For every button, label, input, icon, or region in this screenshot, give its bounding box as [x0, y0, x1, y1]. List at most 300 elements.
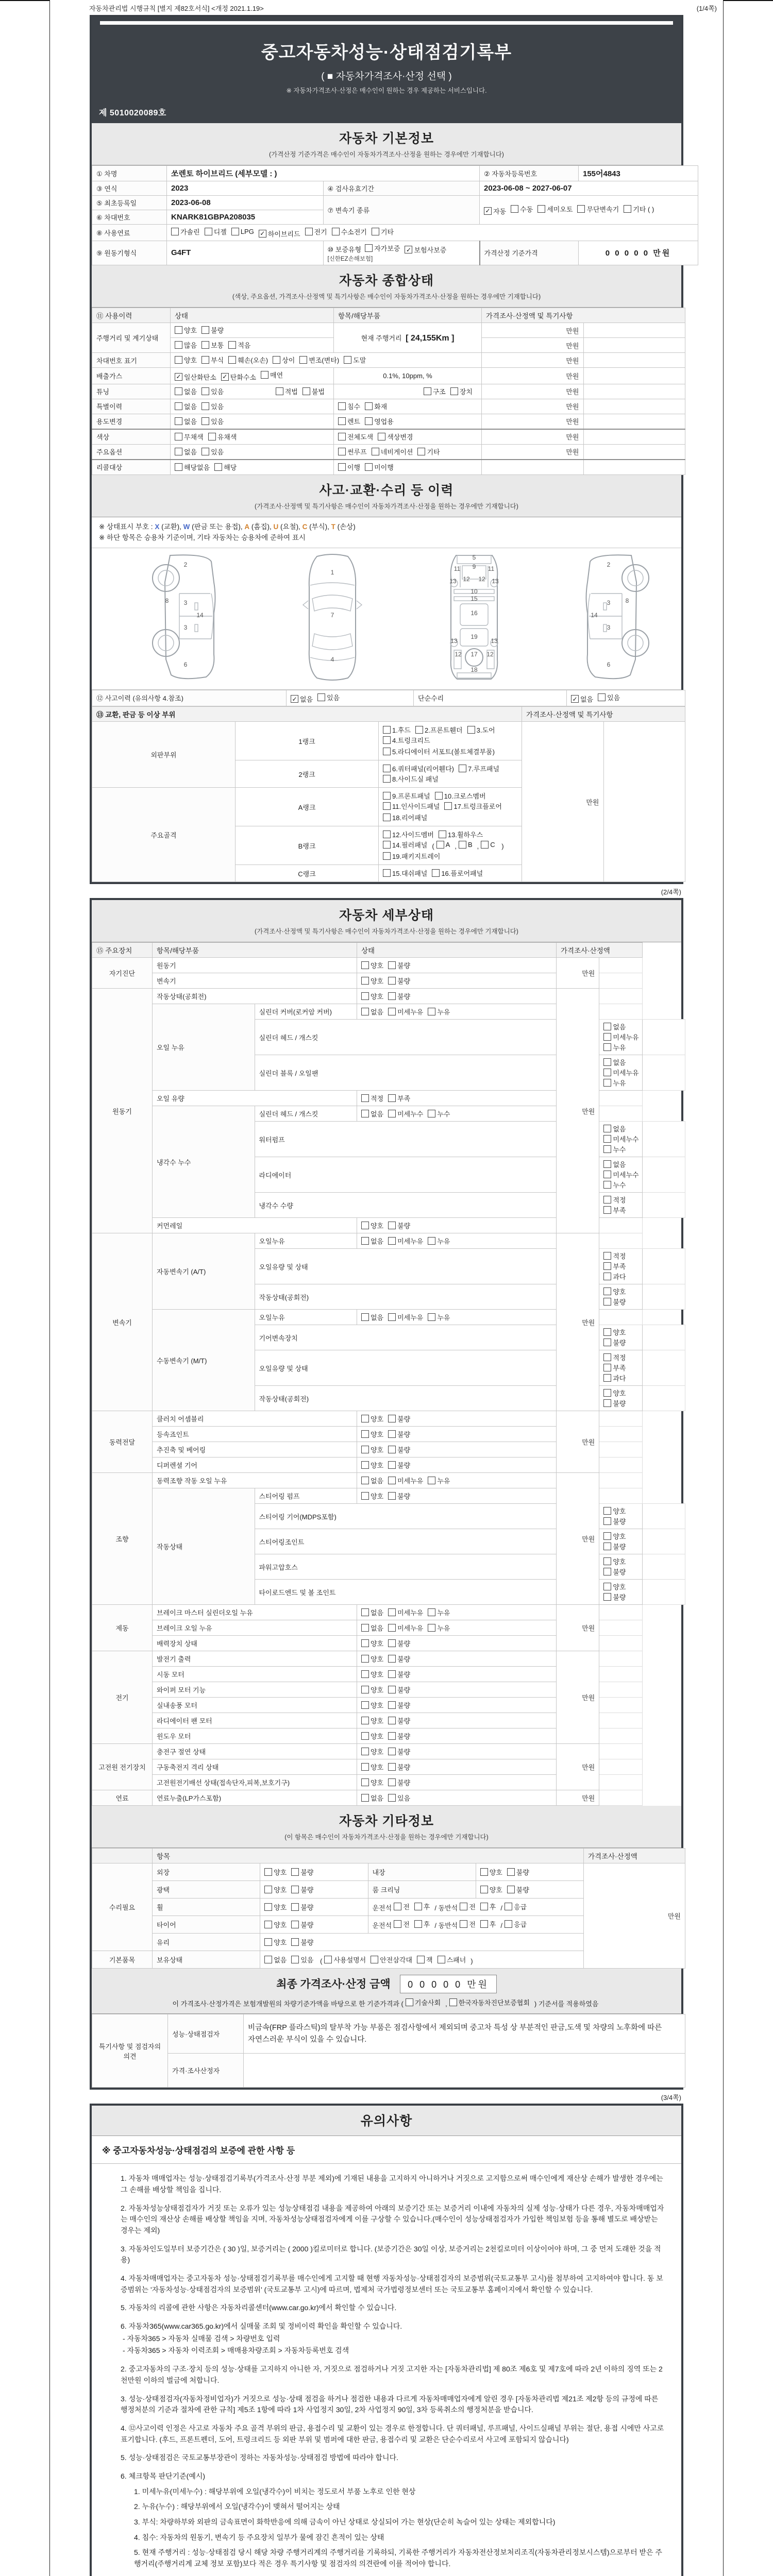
checkbox-없음[interactable]: [361, 1109, 383, 1118]
checkbox-icon[interactable]: [208, 433, 216, 440]
checkbox-1.후드[interactable]: [383, 725, 411, 735]
checkbox-icon[interactable]: [205, 228, 212, 235]
checkbox-없음[interactable]: [361, 1312, 383, 1322]
checkbox-양호[interactable]: [361, 976, 383, 986]
checkbox-사용설명서[interactable]: [324, 1955, 366, 1964]
checkbox-icon[interactable]: [228, 356, 236, 364]
checkbox-icon[interactable]: [388, 1763, 396, 1771]
checkbox-icon[interactable]: [428, 1237, 435, 1245]
checkbox-양호[interactable]: [361, 1638, 383, 1648]
checkbox-양호[interactable]: [603, 1556, 626, 1566]
checkbox-icon[interactable]: [428, 1608, 435, 1616]
checkbox-icon[interactable]: [361, 1639, 369, 1647]
checkbox-icon[interactable]: [361, 1778, 369, 1786]
checkbox-불량[interactable]: [388, 1491, 410, 1501]
checkbox-과다[interactable]: [603, 1272, 626, 1281]
checkbox-불량[interactable]: [388, 1716, 410, 1725]
checkbox-icon[interactable]: [394, 1903, 401, 1910]
checkbox-icon[interactable]: [264, 1956, 272, 1963]
checkbox-icon[interactable]: [361, 1686, 369, 1693]
checkbox-icon[interactable]: [264, 1868, 272, 1876]
checkbox-icon[interactable]: [371, 1956, 378, 1963]
checkbox-없음[interactable]: [361, 1007, 383, 1016]
checkbox-수동[interactable]: [511, 204, 533, 214]
checkbox-불량[interactable]: [388, 1414, 410, 1423]
checkbox-icon[interactable]: [264, 1938, 272, 1946]
checkbox-불량[interactable]: [388, 1429, 410, 1439]
checkbox-양호[interactable]: [361, 1777, 383, 1787]
checkbox-전[interactable]: [394, 1919, 410, 1929]
checkbox-icon[interactable]: [603, 1252, 611, 1260]
checkbox-누유[interactable]: [603, 1078, 626, 1088]
checkbox-미세누유[interactable]: [388, 1312, 423, 1322]
checkbox-icon[interactable]: [481, 841, 489, 849]
checkbox-icon[interactable]: [603, 1262, 611, 1270]
checkbox-icon[interactable]: [394, 1920, 401, 1928]
checkbox-icon[interactable]: [338, 448, 346, 455]
checkbox-icon[interactable]: [299, 356, 307, 364]
checkbox-icon[interactable]: [603, 1338, 611, 1346]
checkbox-icon[interactable]: [383, 802, 391, 810]
checkbox-불량[interactable]: [388, 1762, 410, 1772]
checkbox-icon[interactable]: [439, 831, 446, 838]
checkbox-icon[interactable]: [171, 228, 179, 235]
checkbox-icon[interactable]: [460, 1920, 467, 1928]
checkbox-누유[interactable]: [428, 1312, 450, 1322]
checkbox-있음[interactable]: [291, 1955, 313, 1964]
checkbox-자동[interactable]: [484, 206, 506, 216]
checkbox-없음[interactable]: [603, 1057, 626, 1067]
checkbox-icon[interactable]: [603, 1145, 611, 1153]
checkbox-icon[interactable]: [264, 1903, 272, 1911]
checkbox-icon[interactable]: [388, 992, 396, 1000]
checkbox-불량[interactable]: [388, 1700, 410, 1710]
checkbox-icon[interactable]: [424, 387, 431, 395]
checkbox-누유[interactable]: [428, 1623, 450, 1633]
checkbox-불량[interactable]: [603, 1592, 626, 1602]
checkbox-양호[interactable]: [175, 325, 197, 335]
checkbox-icon[interactable]: [383, 792, 391, 800]
checkbox-양호[interactable]: [361, 1221, 383, 1230]
checkbox-icon[interactable]: [624, 205, 631, 213]
checkbox-불량[interactable]: [388, 1747, 410, 1756]
checkbox-icon[interactable]: [175, 326, 182, 334]
checkbox-적정[interactable]: [603, 1352, 626, 1362]
checkbox-양호[interactable]: [361, 1429, 383, 1439]
checkbox-12.사이드멤버[interactable]: [383, 829, 434, 839]
checkbox-icon[interactable]: [603, 1399, 611, 1407]
checkbox-있음[interactable]: [201, 447, 224, 456]
checkbox-누수[interactable]: [603, 1144, 626, 1154]
checkbox-변조(변타)[interactable]: [299, 355, 339, 365]
checkbox-icon[interactable]: [338, 402, 346, 410]
checkbox-icon[interactable]: [383, 814, 391, 821]
checkbox-세미오토[interactable]: [537, 204, 573, 214]
checkbox-양호[interactable]: [603, 1327, 626, 1337]
checkbox-잭[interactable]: [417, 1955, 433, 1964]
checkbox-icon[interactable]: [175, 448, 182, 455]
checkbox-적정[interactable]: [603, 1251, 626, 1261]
checkbox-양호[interactable]: [264, 1902, 287, 1912]
checkbox-도말[interactable]: [344, 355, 366, 365]
checkbox-icon[interactable]: [388, 1110, 396, 1117]
checkbox-icon[interactable]: [450, 387, 458, 395]
checkbox-8.사이드실 패널[interactable]: [383, 774, 439, 784]
checkbox-icon[interactable]: [388, 1461, 396, 1469]
checkbox-icon[interactable]: [388, 977, 396, 985]
checkbox-icon[interactable]: [231, 228, 239, 235]
checkbox-icon[interactable]: [417, 1956, 425, 1963]
checkbox-C[interactable]: [481, 841, 495, 849]
checkbox-네비게이션[interactable]: [372, 447, 413, 456]
checkbox-디젤[interactable]: [205, 227, 227, 236]
checkbox-icon[interactable]: [361, 1763, 369, 1771]
checkbox-2.프론트휀더[interactable]: [415, 725, 463, 735]
checkbox-없음[interactable]: [361, 1236, 383, 1246]
checkbox-icon[interactable]: [344, 356, 351, 364]
checkbox-불량[interactable]: [388, 1445, 410, 1454]
checkbox-양호[interactable]: [480, 1885, 502, 1894]
checkbox-icon[interactable]: [388, 1794, 396, 1802]
checkbox-icon[interactable]: [365, 463, 373, 471]
checkbox-기술사회[interactable]: [406, 1997, 441, 2007]
checkbox-icon[interactable]: [603, 1328, 611, 1336]
checkbox-전[interactable]: [394, 1902, 410, 1911]
checkbox-icon[interactable]: [201, 387, 209, 395]
checkbox-icon[interactable]: [388, 1313, 396, 1321]
checkbox-누유[interactable]: [428, 1236, 450, 1246]
checkbox-렌트[interactable]: [338, 416, 360, 426]
checkbox-icon[interactable]: [361, 1461, 369, 1469]
checkbox-불량[interactable]: [201, 325, 224, 335]
checkbox-불량[interactable]: [603, 1567, 626, 1577]
checkbox-icon[interactable]: [303, 387, 310, 395]
checkbox-후[interactable]: [480, 1902, 496, 1911]
checkbox-부족[interactable]: [603, 1261, 626, 1271]
checkbox-icon[interactable]: [214, 463, 222, 471]
checkbox-10.크로스멤버[interactable]: [435, 791, 486, 801]
checkbox-불량[interactable]: [291, 1885, 313, 1894]
checkbox-15.대쉬패널[interactable]: [383, 868, 427, 878]
checkbox-없음[interactable]: [603, 1124, 626, 1133]
checkbox-icon[interactable]: [388, 1430, 396, 1438]
checkbox-icon[interactable]: [372, 448, 379, 455]
checkbox-icon[interactable]: [603, 1058, 611, 1066]
checkbox-미세누유[interactable]: [388, 1623, 423, 1633]
checkbox-있음[interactable]: [201, 401, 224, 411]
checkbox-응급[interactable]: [505, 1902, 527, 1911]
checkbox-자가보증[interactable]: [365, 243, 400, 253]
checkbox-불법[interactable]: [303, 386, 325, 396]
checkbox-icon[interactable]: [383, 869, 391, 877]
checkbox-icon[interactable]: [417, 448, 425, 455]
checkbox-icon[interactable]: [264, 1886, 272, 1893]
checkbox-icon[interactable]: [480, 1920, 488, 1928]
checkbox-icon[interactable]: [388, 1446, 396, 1453]
checkbox-하이브리드[interactable]: [259, 229, 300, 239]
checkbox-icon[interactable]: [603, 1273, 611, 1280]
checkbox-icon[interactable]: [388, 1624, 396, 1632]
checkbox-icon[interactable]: ✓: [221, 373, 229, 381]
checkbox-icon[interactable]: [361, 1492, 369, 1500]
checkbox-icon[interactable]: [305, 228, 313, 235]
checkbox-수소전기[interactable]: [332, 227, 367, 236]
checkbox-icon[interactable]: [603, 1181, 611, 1189]
checkbox-7.루프패널[interactable]: [459, 764, 499, 773]
checkbox-icon[interactable]: [511, 205, 518, 213]
checkbox-양호[interactable]: [175, 355, 197, 365]
checkbox-가솔린[interactable]: [171, 227, 200, 236]
checkbox-icon[interactable]: [291, 1886, 299, 1893]
checkbox-양호[interactable]: [361, 1685, 383, 1694]
checkbox-기타 ( )[interactable]: [624, 204, 654, 214]
checkbox-icon[interactable]: [603, 1298, 611, 1306]
checkbox-icon[interactable]: [603, 1532, 611, 1540]
checkbox-icon[interactable]: [388, 1732, 396, 1740]
checkbox-이행[interactable]: [338, 462, 360, 472]
checkbox-없음[interactable]: [291, 694, 313, 704]
checkbox-불량[interactable]: [388, 1460, 410, 1470]
checkbox-색상변경[interactable]: [378, 432, 413, 442]
checkbox-미세누수[interactable]: [603, 1170, 638, 1179]
checkbox-icon[interactable]: [365, 417, 373, 425]
checkbox-icon[interactable]: [175, 402, 182, 410]
checkbox-icon[interactable]: [361, 1794, 369, 1802]
checkbox-유채색[interactable]: [208, 432, 237, 442]
checkbox-해당[interactable]: [214, 462, 237, 472]
checkbox-icon[interactable]: [603, 1160, 611, 1168]
checkbox-icon[interactable]: [603, 1389, 611, 1397]
checkbox-불량[interactable]: [291, 1867, 313, 1877]
checkbox-부족[interactable]: [388, 1093, 410, 1103]
checkbox-누수[interactable]: [428, 1109, 450, 1118]
checkbox-썬루프[interactable]: [338, 447, 367, 456]
checkbox-불량[interactable]: [388, 1221, 410, 1230]
checkbox-양호[interactable]: [361, 1700, 383, 1710]
checkbox-icon[interactable]: [603, 1079, 611, 1087]
checkbox-없음[interactable]: [603, 1159, 626, 1169]
checkbox-icon[interactable]: [291, 1956, 299, 1963]
checkbox-양호[interactable]: [361, 1491, 383, 1501]
checkbox-없음[interactable]: [361, 1793, 383, 1803]
checkbox-icon[interactable]: [361, 1670, 369, 1678]
checkbox-icon[interactable]: [428, 1008, 435, 1015]
checkbox-icon[interactable]: [383, 841, 391, 849]
checkbox-icon[interactable]: [388, 1008, 396, 1015]
checkbox-icon[interactable]: [361, 1237, 369, 1245]
checkbox-icon[interactable]: [338, 463, 346, 471]
checkbox-양호[interactable]: [361, 1747, 383, 1756]
checkbox-3.도어[interactable]: [467, 725, 495, 735]
checkbox-icon[interactable]: [388, 1477, 396, 1484]
checkbox-6.쿼터패널(리어휀다)[interactable]: [383, 764, 454, 773]
checkbox-icon[interactable]: [361, 1608, 369, 1616]
checkbox-양호[interactable]: [264, 1867, 287, 1877]
checkbox-양호[interactable]: [361, 1669, 383, 1679]
checkbox-icon[interactable]: [603, 1374, 611, 1382]
checkbox-icon[interactable]: ✓: [405, 246, 412, 253]
checkbox-해당없음[interactable]: [175, 462, 210, 472]
checkbox-icon[interactable]: [175, 463, 182, 471]
checkbox-icon[interactable]: [388, 1717, 396, 1724]
checkbox-icon[interactable]: [361, 1313, 369, 1321]
checkbox-icon[interactable]: [372, 228, 379, 235]
checkbox-icon[interactable]: [291, 1903, 299, 1911]
checkbox-icon[interactable]: [361, 1446, 369, 1453]
checkbox-있음[interactable]: [317, 692, 340, 702]
checkbox-icon[interactable]: [388, 1670, 396, 1678]
checkbox-icon[interactable]: [383, 765, 391, 772]
checkbox-icon[interactable]: [577, 205, 585, 213]
checkbox-icon[interactable]: [388, 1655, 396, 1663]
checkbox-양호[interactable]: [361, 1445, 383, 1454]
checkbox-있음[interactable]: [201, 386, 224, 396]
checkbox-응급[interactable]: [505, 1919, 527, 1929]
checkbox-icon[interactable]: [388, 1701, 396, 1709]
checkbox-icon[interactable]: [388, 1492, 396, 1500]
checkbox-icon[interactable]: [603, 1353, 611, 1361]
checkbox-누유[interactable]: [428, 1007, 450, 1016]
checkbox-양호[interactable]: [361, 1716, 383, 1725]
checkbox-icon[interactable]: [378, 433, 385, 440]
checkbox-9.프론트패널[interactable]: [383, 791, 430, 801]
checkbox-icon[interactable]: [603, 1196, 611, 1204]
checkbox-icon[interactable]: [603, 1517, 611, 1525]
checkbox-icon[interactable]: [201, 448, 209, 455]
checkbox-icon[interactable]: ✓: [484, 207, 492, 215]
checkbox-icon[interactable]: [383, 831, 391, 838]
checkbox-icon[interactable]: [603, 1507, 611, 1515]
checkbox-불량[interactable]: [388, 1654, 410, 1664]
checkbox-미세누수[interactable]: [603, 1134, 638, 1144]
checkbox-스패너[interactable]: [438, 1955, 466, 1964]
checkbox-14.필러패널[interactable]: [383, 840, 427, 850]
checkbox-icon[interactable]: [428, 1624, 435, 1632]
checkbox-icon[interactable]: [273, 356, 280, 364]
checkbox-없음[interactable]: [361, 1607, 383, 1617]
checkbox-16.플로어패널[interactable]: [432, 868, 483, 878]
checkbox-불량[interactable]: [388, 1731, 410, 1741]
checkbox-양호[interactable]: [603, 1286, 626, 1296]
checkbox-장치[interactable]: [450, 386, 473, 396]
checkbox-icon[interactable]: [291, 1938, 299, 1946]
checkbox-icon[interactable]: [505, 1920, 512, 1928]
checkbox-icon[interactable]: [432, 869, 440, 877]
checkbox-icon[interactable]: [388, 1415, 396, 1422]
checkbox-없음[interactable]: [264, 1955, 287, 1964]
checkbox-icon[interactable]: [175, 417, 182, 425]
checkbox-icon[interactable]: [388, 1608, 396, 1616]
checkbox-적정[interactable]: [603, 1195, 626, 1205]
checkbox-적음[interactable]: [228, 340, 250, 350]
checkbox-불량[interactable]: [388, 1777, 410, 1787]
checkbox-icon[interactable]: [414, 1920, 422, 1928]
checkbox-LPG[interactable]: [231, 228, 254, 235]
checkbox-icon[interactable]: [460, 1903, 467, 1910]
checkbox-화재[interactable]: [365, 401, 387, 411]
checkbox-icon[interactable]: [361, 1717, 369, 1724]
checkbox-11.인사이드패널[interactable]: [383, 801, 440, 811]
checkbox-icon[interactable]: [388, 1639, 396, 1647]
checkbox-있음[interactable]: [201, 416, 224, 426]
checkbox-icon[interactable]: [201, 341, 209, 349]
checkbox-적법[interactable]: [276, 386, 298, 396]
checkbox-icon[interactable]: [175, 387, 182, 395]
checkbox-icon[interactable]: [383, 852, 391, 860]
checkbox-전[interactable]: [460, 1902, 476, 1911]
checkbox-전기[interactable]: [305, 227, 327, 236]
checkbox-icon[interactable]: [480, 1868, 488, 1876]
checkbox-icon[interactable]: [388, 1778, 396, 1786]
checkbox-icon[interactable]: ✓: [259, 230, 266, 238]
checkbox-일산화탄소[interactable]: [175, 372, 216, 382]
checkbox-icon[interactable]: ✓: [291, 695, 298, 703]
checkbox-icon[interactable]: [383, 726, 391, 734]
checkbox-미세누유[interactable]: [388, 1007, 423, 1016]
checkbox-icon[interactable]: [388, 1686, 396, 1693]
checkbox-양호[interactable]: [264, 1920, 287, 1929]
checkbox-양호[interactable]: [361, 1414, 383, 1423]
checkbox-불량[interactable]: [388, 976, 410, 986]
checkbox-양호[interactable]: [361, 1460, 383, 1470]
checkbox-icon[interactable]: [603, 1171, 611, 1178]
checkbox-양호[interactable]: [361, 1654, 383, 1664]
checkbox-부식[interactable]: [201, 355, 224, 365]
checkbox-icon[interactable]: [415, 726, 423, 734]
checkbox-icon[interactable]: [361, 1430, 369, 1438]
checkbox-보험사보증[interactable]: [405, 245, 446, 255]
checkbox-없음[interactable]: [361, 1623, 383, 1633]
checkbox-icon[interactable]: [361, 1732, 369, 1740]
checkbox-icon[interactable]: [603, 1135, 611, 1143]
checkbox-양호[interactable]: [603, 1388, 626, 1398]
checkbox-전[interactable]: [460, 1919, 476, 1929]
checkbox-icon[interactable]: [338, 433, 346, 440]
checkbox-있음[interactable]: [598, 692, 620, 702]
checkbox-13.휠하우스[interactable]: [439, 829, 483, 839]
checkbox-불량[interactable]: [388, 991, 410, 1001]
checkbox-icon[interactable]: [449, 1998, 457, 2006]
checkbox-icon[interactable]: [383, 748, 391, 755]
checkbox-17.트렁크플로어[interactable]: [444, 801, 501, 811]
checkbox-icon[interactable]: [505, 1903, 512, 1910]
checkbox-불량[interactable]: [291, 1937, 313, 1947]
checkbox-icon[interactable]: [338, 417, 346, 425]
checkbox-icon[interactable]: [603, 1287, 611, 1295]
checkbox-icon[interactable]: [361, 1008, 369, 1015]
checkbox-icon[interactable]: [332, 228, 340, 235]
checkbox-icon[interactable]: [436, 841, 444, 849]
checkbox-icon[interactable]: [388, 1094, 396, 1102]
checkbox-침수[interactable]: [338, 401, 360, 411]
checkbox-미이행[interactable]: [365, 462, 394, 472]
checkbox-후[interactable]: [480, 1919, 496, 1929]
checkbox-기타[interactable]: [417, 447, 440, 456]
checkbox-4.트렁크리드[interactable]: [383, 735, 430, 745]
checkbox-미세누유[interactable]: [603, 1067, 638, 1077]
checkbox-icon[interactable]: [361, 1624, 369, 1632]
checkbox-icon[interactable]: [361, 1415, 369, 1422]
checkbox-icon[interactable]: [388, 1237, 396, 1245]
checkbox-누유[interactable]: [428, 1476, 450, 1485]
checkbox-icon[interactable]: [383, 736, 391, 744]
checkbox-미세누유[interactable]: [388, 1476, 423, 1485]
checkbox-19.패키지트레이[interactable]: [383, 851, 440, 861]
checkbox-훼손(오손)[interactable]: [228, 355, 268, 365]
checkbox-없음[interactable]: [175, 447, 197, 456]
checkbox-icon[interactable]: [264, 1921, 272, 1928]
checkbox-기타[interactable]: [372, 227, 394, 236]
